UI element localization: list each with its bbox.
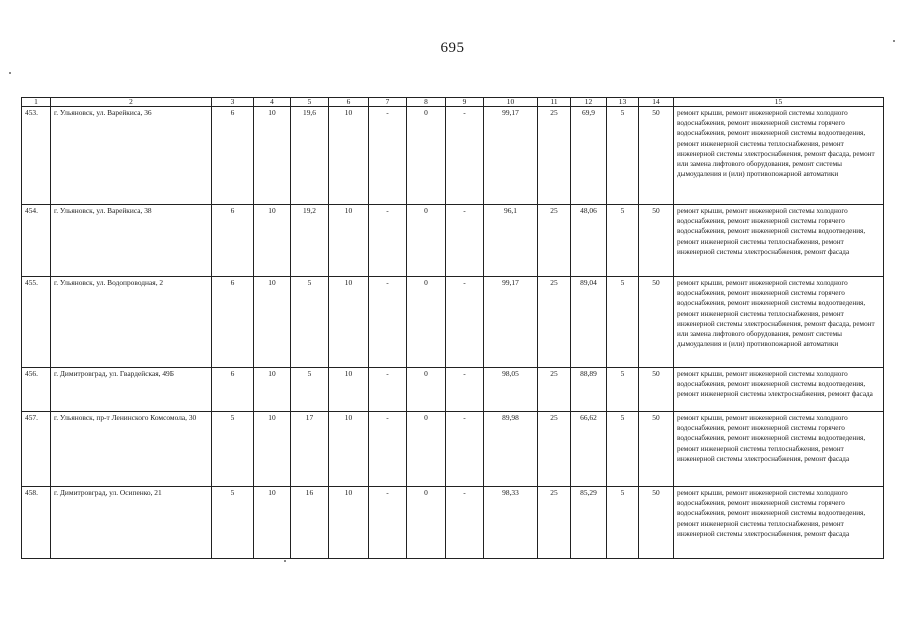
- value-cell: 5: [607, 487, 639, 559]
- value-cell: 0: [407, 277, 446, 368]
- page-number: 695: [440, 40, 465, 56]
- works-description-cell: ремонт крыши, ремонт инженерной системы холодного водоснабжения, ремонт инженерной системы горячего водоснабжения, ремонт инженерной системы водоотведения, ремонт инженерной системы теплоснабжения, ремонт инженерной системы электроснабжения, ремонт фасада: [674, 205, 884, 277]
- value-cell: 10: [254, 487, 291, 559]
- value-cell: 25: [538, 205, 571, 277]
- value-cell: 85,29: [571, 487, 607, 559]
- table-row: [22, 107, 884, 205]
- table-row: [22, 412, 884, 487]
- row-number: 457.: [22, 412, 51, 487]
- table-row: [22, 368, 884, 412]
- value-cell: 5: [212, 412, 254, 487]
- value-cell: -: [446, 277, 484, 368]
- table-row: [22, 487, 884, 559]
- value-cell: 5: [212, 487, 254, 559]
- col-header: 9: [446, 98, 484, 107]
- address-cell: г. Димитровград, ул. Осипенко, 21: [51, 487, 212, 559]
- value-cell: 0: [407, 412, 446, 487]
- value-cell: -: [446, 368, 484, 412]
- col-header: 1: [22, 98, 51, 107]
- value-cell: 5: [607, 368, 639, 412]
- address-cell: г. Ульяновск, ул. Водопроводная, 2: [51, 277, 212, 368]
- value-cell: 10: [254, 205, 291, 277]
- value-cell: 10: [329, 368, 369, 412]
- col-header: 5: [291, 98, 329, 107]
- value-cell: 10: [329, 277, 369, 368]
- value-cell: -: [369, 277, 407, 368]
- value-cell: 10: [329, 412, 369, 487]
- value-cell: -: [446, 107, 484, 205]
- col-header: 11: [538, 98, 571, 107]
- value-cell: 0: [407, 368, 446, 412]
- col-header: 4: [254, 98, 291, 107]
- value-cell: 16: [291, 487, 329, 559]
- value-cell: 10: [254, 277, 291, 368]
- value-cell: 50: [639, 277, 674, 368]
- value-cell: 88,89: [571, 368, 607, 412]
- value-cell: 5: [291, 368, 329, 412]
- value-cell: 5: [291, 277, 329, 368]
- col-header: 15: [674, 98, 884, 107]
- value-cell: 50: [639, 487, 674, 559]
- value-cell: 5: [607, 412, 639, 487]
- value-cell: 50: [639, 368, 674, 412]
- value-cell: 25: [538, 412, 571, 487]
- value-cell: -: [369, 107, 407, 205]
- row-number: 458.: [22, 487, 51, 559]
- works-description-cell: ремонт крыши, ремонт инженерной системы холодного водоснабжения, ремонт инженерной системы водоотведения, ремонт инженерной системы электроснабжения, ремонт фасада: [674, 368, 884, 412]
- value-cell: -: [446, 412, 484, 487]
- row-number: 453.: [22, 107, 51, 205]
- scan-artifact: [284, 560, 286, 562]
- value-cell: 50: [639, 205, 674, 277]
- value-cell: 50: [639, 412, 674, 487]
- value-cell: 25: [538, 368, 571, 412]
- col-header: 8: [407, 98, 446, 107]
- value-cell: 5: [607, 277, 639, 368]
- works-description-cell: ремонт крыши, ремонт инженерной системы холодного водоснабжения, ремонт инженерной системы горячего водоснабжения, ремонт инженерной системы водоотведения, ремонт инженерной системы теплоснабжения, ремонт инженерной системы электроснабжения, ремонт фасада: [674, 412, 884, 487]
- value-cell: -: [369, 205, 407, 277]
- value-cell: 6: [212, 277, 254, 368]
- address-cell: г. Ульяновск, ул. Варейкиса, 38: [51, 205, 212, 277]
- col-header: 6: [329, 98, 369, 107]
- value-cell: 10: [329, 205, 369, 277]
- value-cell: -: [446, 487, 484, 559]
- value-cell: 10: [254, 107, 291, 205]
- value-cell: 0: [407, 205, 446, 277]
- works-description-cell: ремонт крыши, ремонт инженерной системы холодного водоснабжения, ремонт инженерной системы горячего водоснабжения, ремонт инженерной системы водоотведения, ремонт инженерной системы теплоснабжения, ремонт инженерной системы электроснабжения, ремонт фасада, ремонт или замена лифтового оборудования, ремонт системы дымоудаления и (или) противопожарной автоматики: [674, 277, 884, 368]
- value-cell: 96,1: [484, 205, 538, 277]
- row-number: 454.: [22, 205, 51, 277]
- value-cell: 48,06: [571, 205, 607, 277]
- value-cell: 69,9: [571, 107, 607, 205]
- value-cell: -: [369, 487, 407, 559]
- table-row: [22, 277, 884, 368]
- repair-table: [21, 97, 884, 559]
- row-number: 455.: [22, 277, 51, 368]
- value-cell: 10: [254, 368, 291, 412]
- col-header: 13: [607, 98, 639, 107]
- value-cell: 5: [607, 107, 639, 205]
- scan-artifact: [9, 72, 11, 74]
- header-row: [22, 98, 884, 107]
- col-header: 10: [484, 98, 538, 107]
- col-header: 14: [639, 98, 674, 107]
- col-header: 12: [571, 98, 607, 107]
- value-cell: 89,04: [571, 277, 607, 368]
- value-cell: 25: [538, 277, 571, 368]
- value-cell: 98,05: [484, 368, 538, 412]
- value-cell: 25: [538, 487, 571, 559]
- value-cell: 25: [538, 107, 571, 205]
- value-cell: 19,2: [291, 205, 329, 277]
- table-row: [22, 205, 884, 277]
- address-cell: г. Ульяновск, пр-т Ленинского Комсомола, 30: [51, 412, 212, 487]
- works-description-cell: ремонт крыши, ремонт инженерной системы холодного водоснабжения, ремонт инженерной системы горячего водоснабжения, ремонт инженерной системы водоотведения, ремонт инженерной системы теплоснабжения, ремонт инженерной системы электроснабжения, ремонт фасада, ремонт или замена лифтового оборудования, ремонт системы дымоудаления и (или) противопожарной автоматики: [674, 107, 884, 205]
- address-cell: г. Димитровград, ул. Гвардейская, 49Б: [51, 368, 212, 412]
- value-cell: -: [369, 368, 407, 412]
- col-header: 2: [51, 98, 212, 107]
- value-cell: 6: [212, 205, 254, 277]
- value-cell: 10: [329, 487, 369, 559]
- value-cell: 50: [639, 107, 674, 205]
- value-cell: 5: [607, 205, 639, 277]
- value-cell: -: [446, 205, 484, 277]
- value-cell: 98,33: [484, 487, 538, 559]
- col-header: 3: [212, 98, 254, 107]
- value-cell: 99,17: [484, 277, 538, 368]
- value-cell: -: [369, 412, 407, 487]
- value-cell: 0: [407, 107, 446, 205]
- works-description-cell: ремонт крыши, ремонт инженерной системы холодного водоснабжения, ремонт инженерной системы горячего водоснабжения, ремонт инженерной системы водоотведения, ремонт инженерной системы теплоснабжения, ремонт инженерной системы электроснабжения, ремонт фасада: [674, 487, 884, 559]
- value-cell: 0: [407, 487, 446, 559]
- row-number: 456.: [22, 368, 51, 412]
- value-cell: 17: [291, 412, 329, 487]
- value-cell: 99,17: [484, 107, 538, 205]
- value-cell: 66,62: [571, 412, 607, 487]
- value-cell: 10: [329, 107, 369, 205]
- col-header: 7: [369, 98, 407, 107]
- scan-artifact: [893, 40, 895, 42]
- value-cell: 10: [254, 412, 291, 487]
- value-cell: 19,6: [291, 107, 329, 205]
- address-cell: г. Ульяновск, ул. Варейкиса, 36: [51, 107, 212, 205]
- value-cell: 89,98: [484, 412, 538, 487]
- value-cell: 6: [212, 368, 254, 412]
- value-cell: 6: [212, 107, 254, 205]
